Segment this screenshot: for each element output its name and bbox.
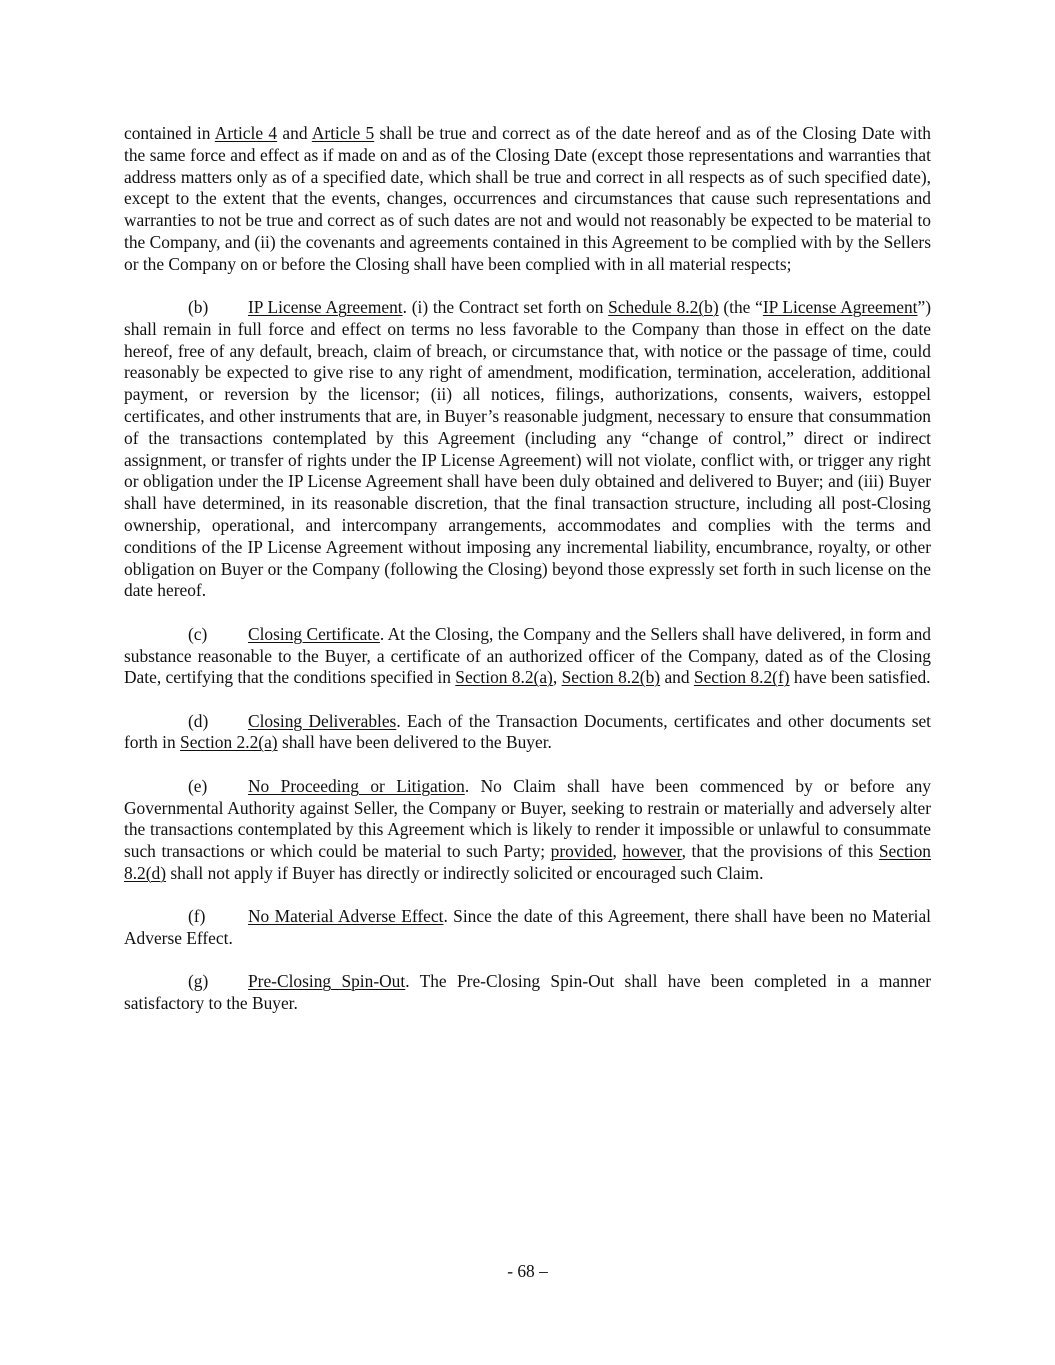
text: have been satisfied.	[789, 667, 931, 688]
text: shall have been delivered to the Buyer.	[277, 732, 552, 753]
text: . Since the date of this Agreement, there shall have been no Material Adverse Effect.	[124, 906, 931, 948]
text: shall be true and correct as of the date hereof and as of the Closing Date with the same force and effect as if made on and as of the Closing Date (except those representations and warranties that address matters only as of a specified date, which shall be true and correct in all respects as of such specified date), except to the extent that the events, changes, occurrences and circumstances that cause such representations and warranties to not be true and correct as of such dates are not and would not reasonably be expected to be material to the Company, and (ii) the covenants and agreements contained in this Agreement to be complied with by the Sellers or the Company on or before the Closing shall have been complied with in all material respects;	[124, 123, 931, 274]
text: . The Pre-Closing Spin-Out shall have been completed in a manner satisfactory to the Buyer.	[124, 971, 931, 1014]
section-heading: No Material Adverse Effect	[248, 906, 444, 927]
section-reference: Section 8.2(d)	[124, 841, 932, 883]
paragraph-d	[124, 711, 931, 755]
paragraph-label: (e)	[188, 775, 208, 796]
article-5-reference: Article 5	[311, 123, 375, 143]
page-number: - 68 –	[507, 1261, 548, 1281]
text: and	[277, 123, 312, 143]
text: , that the provisions of this	[681, 841, 879, 862]
proviso-term: however	[622, 841, 682, 862]
paragraph-label: (c)	[188, 623, 208, 644]
paragraph-b	[124, 297, 931, 602]
section-heading: Pre-Closing Spin-Out	[248, 971, 406, 992]
proviso-term: provided	[550, 841, 613, 862]
text: . Each of the Transaction Documents, certificates and other documents set forth in	[124, 710, 932, 753]
text: shall not apply if Buyer has directly or indirectly solicited or encouraged such Claim.	[166, 862, 764, 883]
section-heading: IP License Agreement	[248, 297, 403, 318]
paragraph-f	[124, 906, 931, 950]
section-heading: Closing Deliverables	[248, 710, 397, 731]
paragraph-label: (g)	[188, 971, 209, 992]
text: . No Claim shall have been commenced by or before any Governmental Authority against Seller, the Company or Buyer, seeking to restrain or materially and adversely alter the transactions contemplated by this Agreement which is likely to render it impossible or unlawful to consummate such transactions or which could be material to such Party;	[124, 775, 931, 862]
section-reference: Section 8.2(f)	[693, 667, 790, 688]
paragraph-label: (b)	[188, 297, 209, 318]
paragraph-label: (d)	[188, 710, 209, 731]
text: . At the Closing, the Company and the Sellers shall have delivered, in form and substance reasonable to the Buyer, a certificate of an authorized officer of the Company, dated as of the Closing Date, certifying that the conditions specified in	[124, 623, 931, 688]
text: (the “	[718, 297, 763, 318]
section-reference: Section 8.2(a)	[455, 667, 553, 688]
paragraph-g	[124, 971, 931, 1015]
section-reference: Section 2.2(a)	[180, 732, 278, 753]
text: ,	[552, 667, 562, 688]
document-body	[124, 123, 931, 1015]
paragraph-e	[124, 776, 931, 885]
article-4-reference: Article 4	[214, 123, 278, 143]
section-heading: No Proceeding or Litigation	[248, 775, 465, 796]
section-heading: Closing Certificate	[248, 623, 380, 644]
defined-term: IP License Agreement	[762, 297, 918, 318]
section-reference: Section 8.2(b)	[561, 667, 661, 688]
text: . (i) the Contract set forth on	[402, 297, 609, 318]
paragraph-label: (f)	[188, 906, 206, 927]
text: contained in	[124, 123, 215, 143]
paragraph-a-continuation	[124, 123, 931, 276]
paragraph-c	[124, 624, 931, 689]
text: and	[660, 667, 694, 688]
schedule-reference: Schedule 8.2(b)	[608, 297, 719, 318]
text: ”) shall remain in full force and effect on terms no less favorable to the Company than those in effect on the date hereof, free of any default, breach, claim of breach, or circumstance that, with notice or the passage of time, could reasonably be expected to give rise to any right of amendment, modification, termination, acceleration, additional payment, or reversion by the licensor; (ii) all notices, filings, authorizations, consents, waivers, estoppel certificates, and other instruments that are, in Buyer’s reasonable judgment, necessary to ensure that consummation of the transactions contemplated by this Agreement (including any “change of control,” direct or indirect assignment, or transfer of rights under the IP License Agreement) will not violate, conflict with, or trigger any right or obligation under the IP License Agreement shall have been duly obtained and delivered to Buyer; and (iii) Buyer shall have determined, in its reasonable discretion, that the final transaction structure, including all post-Closing ownership, operational, and intercompany arrangements, accommodates and complies with the terms and conditions of the IP License Agreement without imposing any incremental liability, encumbrance, royalty, or other obligation on Buyer or the Company (following the Closing) beyond those expressly set forth in such license on the date hereof.	[124, 297, 931, 601]
text: ,	[612, 841, 623, 862]
